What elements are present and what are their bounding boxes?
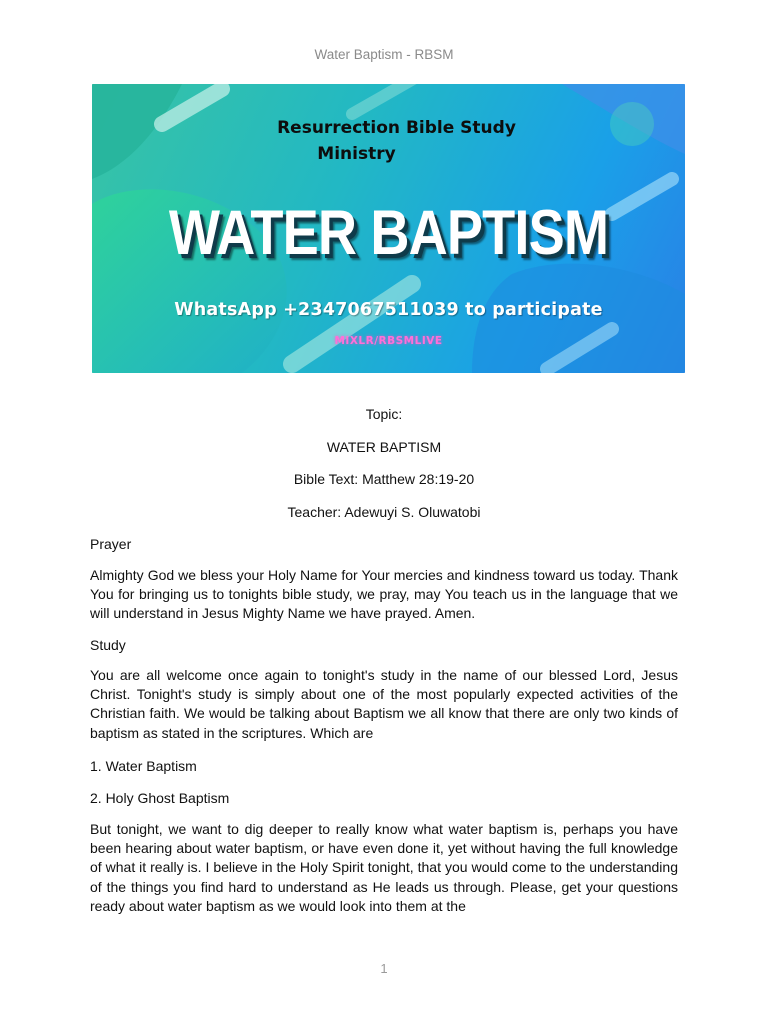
banner-whatsapp-line: WhatsApp +2347067511039 to participate [174, 300, 603, 320]
banner-ministry-title-line1: Resurrection Bible Study [277, 118, 516, 138]
paragraph-text-after: is, perhaps you have been hearing about water baptism, or have even done it, yet without having the full knowledge of what it really is. I believe in the Holy Spirit tonight, that you would come to the understanding of the things you find hard to understand as He leads us through. Please, get your questions ready about water baptism as we would look into them at the [90, 821, 678, 914]
paragraph-text-before: But tonight, we want to dig deeper to really know what [90, 821, 449, 837]
study-paragraph-2 [90, 820, 678, 916]
banner-mixlr-label: MIXLR/RBSMLIVE [334, 335, 443, 347]
teacher-line: Teacher: Adewuyi S. Oluwatobi [287, 504, 481, 520]
banner-ministry-title-line2: Ministry [317, 144, 396, 164]
highlight-water-baptism: water baptism [448, 821, 538, 837]
topic-label: Topic: [365, 406, 403, 422]
banner-image [92, 84, 685, 373]
banner-main-title: WATER BAPTISM [168, 198, 609, 268]
page-number: 1 [380, 961, 388, 976]
running-header: Water Baptism - RBSM [314, 47, 454, 62]
prayer-paragraph: Almighty God we bless your Holy Name for Your mercies and kindness toward us today. Thank You for bringing us to tonights bible study, we pray, may You teach us in the language that we will understand in Jesus Mighty Name we have prayed. Amen. [90, 567, 678, 622]
list-item-holy-ghost-baptism: 2. Holy Ghost Baptism [90, 790, 230, 806]
bible-text: Bible Text: Matthew 28:19-20 [293, 471, 475, 487]
study-paragraph: You are all welcome once again to tonight's study in the name of our blessed Lord, Jesus Christ. Tonight's study is simply about one of the most popularly expected activities of the Christian faith. We would be talking about Baptism we all know that there are only two kinds of baptism as stated in the scriptures. Which are [90, 667, 678, 741]
prayer-heading: Prayer [90, 536, 132, 552]
topic-title: WATER BAPTISM [326, 439, 442, 455]
study-heading: Study [90, 637, 126, 653]
list-item-water-baptism: 1. Water Baptism [90, 758, 197, 774]
